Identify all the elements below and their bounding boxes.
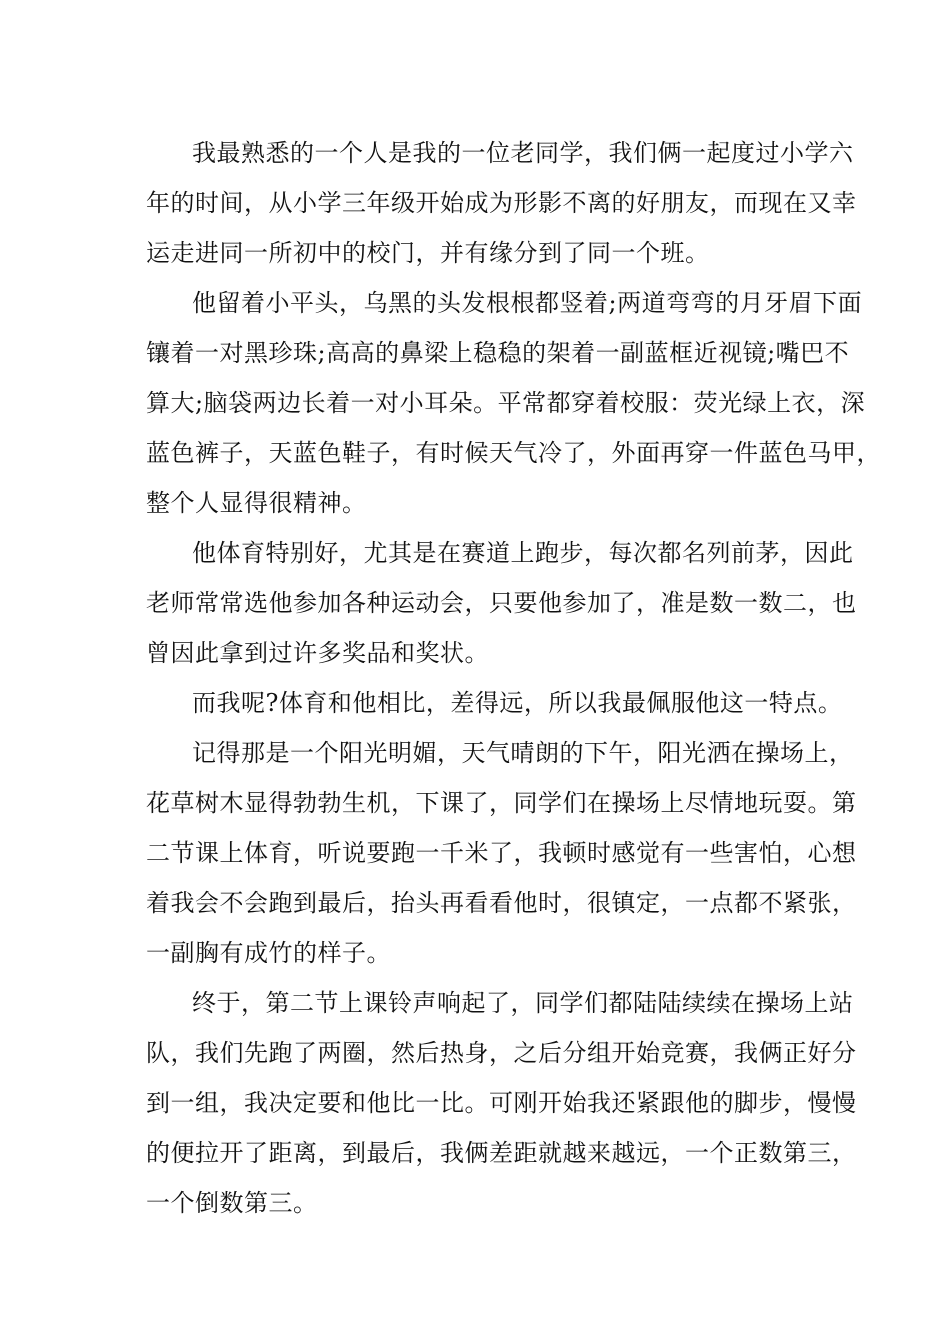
paragraph-line: 而我呢?体育和他相比，差得远，所以我最佩服他这一特点。 — [192, 689, 843, 717]
paragraph-line: 一副胸有成竹的样子。 — [146, 939, 391, 967]
paragraph-4 — [146, 678, 843, 728]
paragraph-line: 花草树木显得勃勃生机，下课了，同学们在操场上尽情地玩耍。第 — [146, 789, 857, 817]
paragraph-line: 老师常常选他参加各种运动会，只要他参加了，准是数一数二，也 — [146, 589, 857, 617]
paragraph-line: 着我会不会跑到最后，抬头再看看他时，很镇定，一点都不紧张， — [146, 889, 857, 917]
paragraph-line: 我最熟悉的一个人是我的一位老同学，我们俩一起度过小学六 — [192, 139, 854, 167]
paragraph-line: 一个倒数第三。 — [146, 1189, 318, 1217]
paragraph-line: 队，我们先跑了两圈，然后热身，之后分组开始竞赛，我俩正好分 — [146, 1039, 857, 1067]
paragraph-line: 二节课上体育，听说要跑一千米了，我顿时感觉有一些害怕，心想 — [146, 839, 857, 867]
paragraph-line: 蓝色裤子，天蓝色鞋子，有时候天气冷了，外面再穿一件蓝色马甲， — [146, 439, 881, 467]
paragraph-5 — [146, 728, 857, 978]
paragraph-line: 年的时间，从小学三年级开始成为形影不离的好朋友，而现在又幸 — [146, 189, 857, 217]
paragraph-line: 算大;脑袋两边长着一对小耳朵。平常都穿着校服：荧光绿上衣，深 — [146, 389, 866, 417]
document-body — [146, 128, 881, 1228]
paragraph-line: 曾因此拿到过许多奖品和奖状。 — [146, 639, 489, 667]
paragraph-6 — [146, 978, 857, 1228]
paragraph-line: 他体育特别好，尤其是在赛道上跑步，每次都名列前茅，因此 — [192, 539, 854, 567]
paragraph-3 — [146, 528, 857, 678]
paragraph-line: 整个人显得很精神。 — [146, 489, 367, 517]
paragraph-line: 到一组，我决定要和他比一比。可刚开始我还紧跟他的脚步，慢慢 — [146, 1089, 857, 1117]
paragraph-line: 他留着小平头，乌黑的头发根根都竖着;两道弯弯的月牙眉下面 — [192, 289, 863, 317]
paragraph-1 — [146, 128, 857, 278]
paragraph-line: 运走进同一所初中的校门，并有缘分到了同一个班。 — [146, 239, 710, 267]
paragraph-line: 镶着一对黑珍珠;高高的鼻梁上稳稳的架着一副蓝框近视镜;嘴巴不 — [146, 339, 850, 367]
paragraph-2 — [146, 278, 881, 528]
paragraph-line: 终于，第二节上课铃声响起了，同学们都陆陆续续在操场上站 — [192, 989, 854, 1017]
paragraph-line: 的便拉开了距离，到最后，我俩差距就越来越远，一个正数第三， — [146, 1139, 857, 1167]
paragraph-line: 记得那是一个阳光明媚，天气晴朗的下午，阳光洒在操场上， — [192, 739, 854, 767]
